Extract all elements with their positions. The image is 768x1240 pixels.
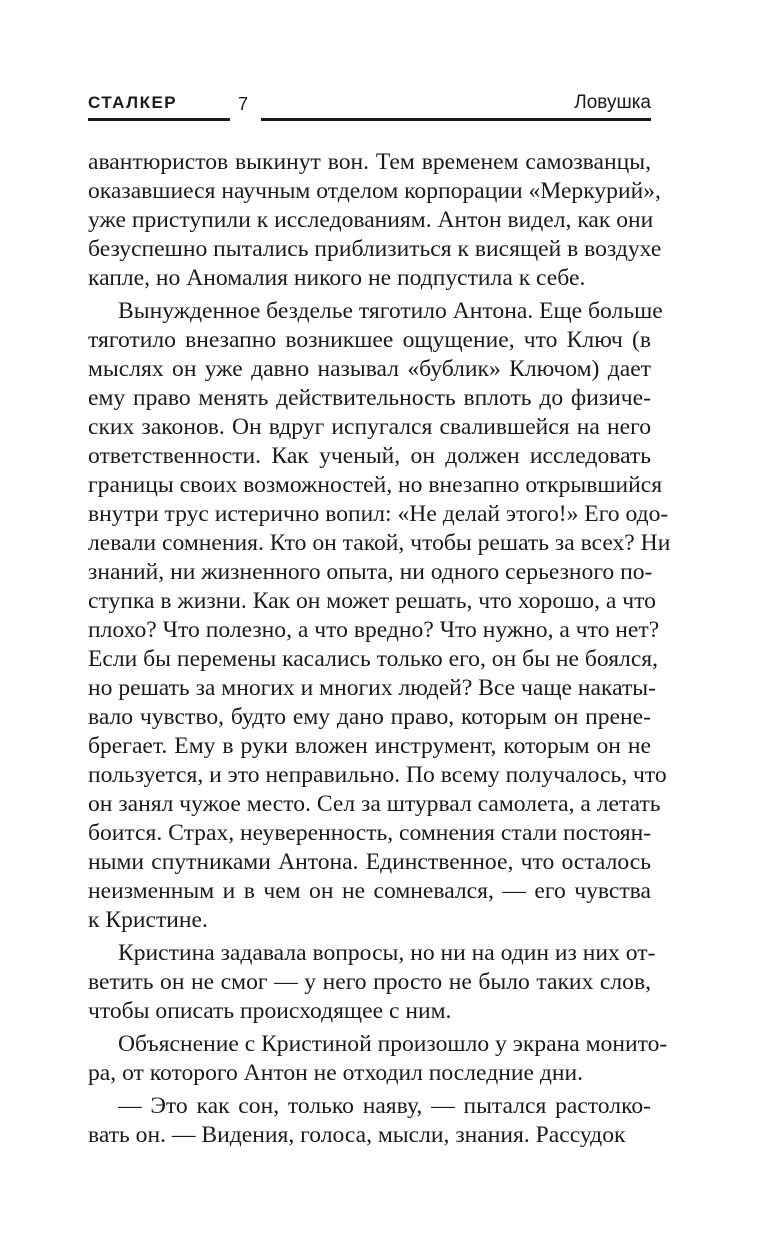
paragraph (88, 1030, 668, 1088)
series-title: СТАЛКЕР (88, 93, 178, 112)
text-line: — Это как сон, только наяву, — пытался растолко- (118, 1093, 651, 1119)
text-line: Если бы перемены касались только его, он бы не боялся, (88, 646, 659, 672)
text-line: к Кристине. (88, 907, 208, 933)
text-line: пользуется, и это неправильно. По всему получалось, что (88, 762, 667, 788)
text-line: Объяснение с Кристиной произошло у экрана монито- (118, 1031, 668, 1057)
paragraph (88, 297, 671, 935)
page-number: 7 (238, 94, 249, 114)
text-line: но решать за многих и многих людей? Все чаще накаты- (88, 675, 657, 701)
text-line: оказавшиеся научным отделом корпорации «Меркурий», (88, 178, 661, 204)
text-line: Вынужденное безделье тяготило Антона. Еще больше (118, 298, 663, 324)
text-line: капле, но Аномалия никого не подпустила к себе. (88, 265, 586, 291)
text-line: брегает. Ему в руки вложен инструмент, которым он не (88, 733, 651, 759)
text-line: внутри трус истерично вопил: «Не делай этого!» Его одо- (88, 501, 669, 527)
text-line: ему право менять действительность вплоть до физиче- (88, 385, 651, 411)
text-line: ступка в жизни. Как он может решать, что хорошо, а что (88, 588, 656, 614)
paragraph (88, 939, 656, 1026)
text-line: уже приступили к исследованиям. Антон видел, как они (88, 207, 654, 233)
text-line: плохо? Что полезно, а что вредно? Что нужно, а что нет? (88, 617, 660, 643)
text-line: Кристина задавала вопросы, но ни на один из них от- (118, 940, 656, 966)
text-line: знаний, ни жизненного опыта, ни одного серьезного по- (88, 559, 653, 585)
text-line: ветить он не смог — у него просто не было таких слов, (88, 969, 651, 995)
text-line: ра, от которого Антон не отходил последние дни. (88, 1060, 583, 1086)
text-line: вать он. — Видения, голоса, мысли, знания. Рассудок (88, 1122, 626, 1148)
text-line: ских законов. Он вдруг испугался свалившейся на него (88, 414, 651, 440)
paragraph (88, 148, 662, 293)
text-line: границы своих возможностей, но внезапно открывшийся (88, 472, 663, 498)
text-line: ответственности. Как ученый, он должен исследовать (88, 443, 651, 469)
text-line: он занял чужое место. Сел за штурвал самолета, а летать (88, 791, 661, 817)
text-line: тяготило внезапно возникшее ощущение, что Ключ (в (88, 327, 651, 353)
text-line: авантюристов выкинут вон. Тем временем самозванцы, (88, 149, 651, 175)
text-line: левали сомнения. Кто он такой, чтобы решать за всех? Ни (88, 530, 671, 556)
text-line: мыслях он уже давно называл «бублик» Ключом) дает (88, 356, 651, 382)
body-text (88, 148, 671, 1150)
header-rule-right (261, 118, 651, 121)
text-line: безуспешно пытались приблизиться к висящей в воздухе (88, 236, 662, 262)
text-line: ными спутниками Антона. Единственное, что осталось (88, 849, 651, 875)
header-rule-left (88, 118, 230, 121)
text-line: вало чувство, будто ему дано право, которым он прене- (88, 704, 651, 730)
text-line: неизменным и в чем он не сомневался, — его чувства (88, 878, 651, 904)
chapter-title: Ловушка (574, 92, 651, 113)
running-header (88, 92, 651, 124)
paragraph (88, 1092, 651, 1150)
text-line: чтобы описать происходящее с ним. (88, 998, 452, 1024)
text-line: боится. Страх, неуверенность, сомнения стали постоян- (88, 820, 652, 846)
